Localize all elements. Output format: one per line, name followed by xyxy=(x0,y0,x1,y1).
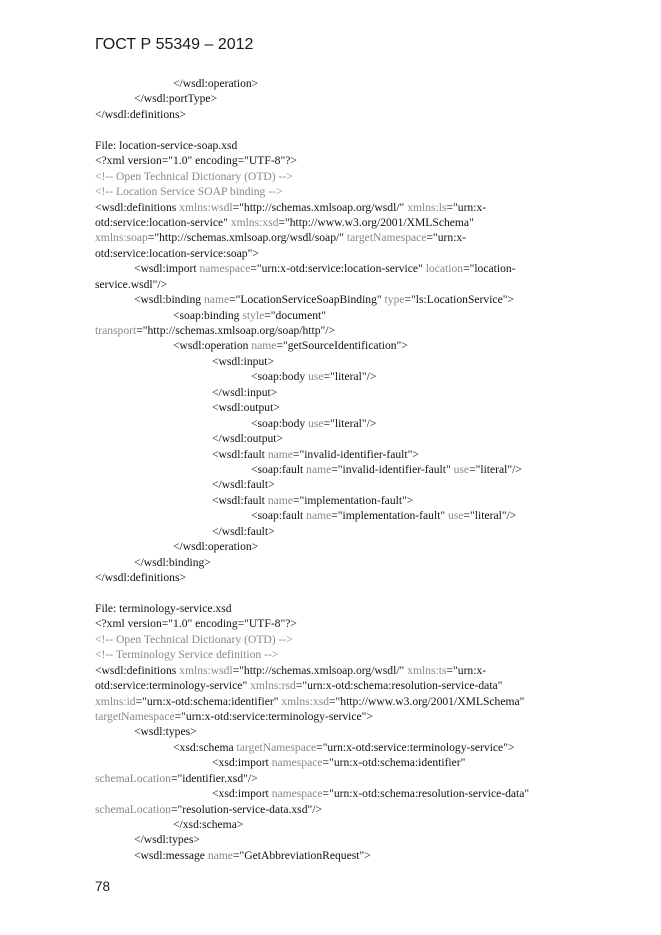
code-line xyxy=(95,153,655,168)
code-text: ="resolution-service-data.xsd"/> xyxy=(170,802,322,816)
code-line xyxy=(95,786,655,801)
code-text: ="urn:x-otd:schema:identifier" xyxy=(322,756,466,770)
xml-attribute-name: targetNamespace xyxy=(95,709,175,723)
code-text: <wsdl:operation xyxy=(173,339,252,353)
code-text: <?xml version="1.0" encoding="UTF-8"?> xyxy=(95,154,297,168)
xml-attribute-name: style xyxy=(242,308,265,322)
code-text: ="urn:x-otd:schema:identifier" xyxy=(135,694,282,708)
xml-comment: --> xyxy=(265,185,283,199)
code-line xyxy=(95,848,655,863)
code-line xyxy=(95,230,655,245)
xml-comment: --> xyxy=(275,632,293,646)
code-line xyxy=(95,277,655,292)
code-text: </wsdl:definitions> xyxy=(95,571,187,584)
code-text: </xsd:schema> xyxy=(173,818,244,831)
code-text: ="invalid-identifier-fault" xyxy=(331,462,454,476)
document-header-title: ГОСТ Р 55349 – 2012 xyxy=(95,36,254,53)
xml-attribute-name: namespace xyxy=(271,756,323,770)
xml-attribute-name: xmlns:xsd xyxy=(281,694,330,708)
code-line xyxy=(95,308,655,323)
xml-attribute-name: targetNamespace xyxy=(346,231,427,245)
code-text: <wsdl:output> xyxy=(212,401,280,415)
code-line xyxy=(95,107,655,122)
xml-attribute-name: schemaLocation xyxy=(95,802,171,816)
code-text: ="literal"/> xyxy=(323,416,377,430)
code-text: ="LocationServiceSoapBinding" xyxy=(229,293,385,307)
code-text: <?xml version="1.0" encoding="UTF-8"?> xyxy=(95,617,297,631)
xml-comment: Terminology Service definition xyxy=(115,648,262,662)
code-text: ="urn:x-otd:schema:resolution-service-data" xyxy=(295,679,503,693)
xml-attribute-name: name xyxy=(204,293,230,307)
code-line xyxy=(95,246,655,261)
code-text: ="literal"/> xyxy=(323,370,377,384)
code-text: <wsdl:message xyxy=(134,848,208,862)
code-text: ="http://www.w3.org/2001/XMLSchema" xyxy=(278,215,474,229)
code-text: ="urn:x-otd:schema:resolution-service-data" xyxy=(322,787,530,801)
xml-comment: <!-- xyxy=(95,185,117,199)
code-line xyxy=(95,832,655,847)
xml-attribute-name: transport xyxy=(95,324,137,337)
code-line xyxy=(95,678,655,693)
code-text: ="getSourceIdentification"> xyxy=(276,339,408,353)
code-line xyxy=(95,462,655,477)
xml-attribute-name: location xyxy=(425,262,464,276)
code-text: <wsdl:input> xyxy=(212,354,275,368)
code-text: ="http://schemas.xmlsoap.org/wsdl/" xyxy=(232,200,408,214)
code-line xyxy=(95,323,655,338)
xml-comment: Open Technical Dictionary (OTD) xyxy=(116,632,276,646)
code-line xyxy=(95,354,655,369)
code-text: </wsdl:output> xyxy=(212,432,284,446)
code-line xyxy=(95,169,655,184)
code-text: </wsdl:portType> xyxy=(134,92,218,106)
code-text: ="literal"/> xyxy=(469,462,522,476)
code-line xyxy=(95,261,655,276)
xml-attribute-name: namespace xyxy=(271,787,323,801)
code-line xyxy=(95,771,655,786)
xml-comment: Location Service SOAP binding xyxy=(116,185,266,199)
code-text: <soap:body xyxy=(251,370,309,384)
code-text: <wsdl:definitions xyxy=(95,663,180,677)
xml-attribute-name: xmlns:ts xyxy=(407,663,447,677)
code-line xyxy=(95,508,655,523)
code-line xyxy=(95,570,655,585)
code-text: service.wsdl"/> xyxy=(95,277,168,291)
code-line xyxy=(95,663,655,678)
xml-attribute-name: schemaLocation xyxy=(95,771,171,785)
code-line xyxy=(95,477,655,492)
xml-comment: <!-- xyxy=(95,648,116,662)
code-text: ="document" xyxy=(264,308,326,322)
blank-line xyxy=(95,122,655,137)
code-text: </wsdl:operation> xyxy=(173,540,259,554)
xml-comment: <!-- xyxy=(95,169,117,183)
code-text: <soap:binding xyxy=(173,308,243,322)
code-text: <wsdl:binding xyxy=(134,293,204,307)
code-line xyxy=(95,369,655,384)
code-text: ="urn:x- xyxy=(426,231,467,245)
code-line xyxy=(95,555,655,570)
code-line xyxy=(95,447,655,462)
code-text: ="implementation-fault" xyxy=(331,509,449,523)
code-text: ="urn:x- xyxy=(446,200,487,214)
code-text: <wsdl:definitions xyxy=(95,200,180,214)
code-text: ="http://schemas.xmlsoap.org/wsdl/soap/" xyxy=(147,231,347,245)
code-line xyxy=(95,76,655,91)
code-text: ="urn:x-otd:service:terminology-service"> xyxy=(174,709,373,723)
code-text: ="http://www.w3.org/2001/XMLSchema" xyxy=(329,694,525,708)
xml-attribute-name: name xyxy=(251,339,277,353)
code-line xyxy=(95,416,655,431)
code-line xyxy=(95,184,655,199)
code-line xyxy=(95,724,655,739)
code-line xyxy=(95,802,655,817)
code-line xyxy=(95,524,655,539)
xml-attribute-name: name xyxy=(306,462,332,476)
code-line xyxy=(95,385,655,400)
code-text: ="literal"/> xyxy=(463,509,517,523)
xml-attribute-name: use xyxy=(308,416,324,430)
xml-attribute-name: name xyxy=(267,493,293,507)
code-text: otd:service:location-service:soap"> xyxy=(95,246,259,260)
code-text: </wsdl:types> xyxy=(134,833,200,847)
code-text: <wsdl:types> xyxy=(134,725,197,739)
xml-attribute-name: name xyxy=(207,848,233,862)
xml-attribute-name: use xyxy=(453,462,470,476)
blank-line xyxy=(95,585,655,600)
code-text: ="http://schemas.xmlsoap.org/soap/http"/> xyxy=(136,324,336,337)
page-number: 78 xyxy=(95,879,111,894)
xml-attribute-name: xmlns:wsdl xyxy=(179,663,233,677)
code-text: <wsdl:fault xyxy=(212,447,268,461)
xml-attribute-name: xmlns:rsd xyxy=(250,679,296,693)
xml-attribute-name: xmlns:soap xyxy=(95,231,148,245)
xml-attribute-name: targetNamespace xyxy=(236,740,317,754)
code-line xyxy=(95,138,655,153)
code-text: otd:service:location-service" xyxy=(95,215,231,229)
code-text: <xsd:import xyxy=(212,756,272,770)
code-text: <xsd:import xyxy=(212,787,272,801)
code-line xyxy=(95,817,655,832)
code-text: ="identifier.xsd"/> xyxy=(170,771,258,785)
code-line xyxy=(95,740,655,755)
xml-attribute-name: xmlns:xsd xyxy=(230,215,279,229)
code-line xyxy=(95,431,655,446)
code-line xyxy=(95,632,655,647)
code-text: <wsdl:import xyxy=(134,262,200,276)
code-text: File: terminology-service.xsd xyxy=(95,601,232,615)
code-text: <wsdl:fault xyxy=(212,493,268,507)
code-text: ="GetAbbreviationRequest"> xyxy=(232,848,371,862)
code-line xyxy=(95,647,655,662)
code-line xyxy=(95,292,655,307)
xml-comment: --> xyxy=(275,169,293,183)
xml-attribute-name: xmlns:wsdl xyxy=(179,200,233,214)
xml-attribute-name: xmlns:id xyxy=(95,694,136,708)
code-text: </wsdl:binding> xyxy=(134,555,211,569)
xml-attribute-name: type xyxy=(384,293,405,307)
code-text: ="urn:x-otd:service:terminology-service"> xyxy=(316,740,515,754)
xml-comment: <!-- xyxy=(95,632,117,646)
code-text: ="implementation-fault"> xyxy=(292,493,414,507)
code-line xyxy=(95,338,655,353)
code-line xyxy=(95,694,655,709)
code-text: <xsd:schema xyxy=(173,740,237,754)
code-text: <soap:fault xyxy=(251,509,307,523)
code-text: ="http://schemas.xmlsoap.org/wsdl/" xyxy=(232,663,408,677)
code-text: ="urn:x-otd:service:location-service" xyxy=(250,262,426,276)
xml-comment: Open Technical Dictionary (OTD) xyxy=(116,169,276,183)
xml-attribute-name: name xyxy=(306,509,332,523)
code-line xyxy=(95,215,655,230)
code-text: ="invalid-identifier-fault"> xyxy=(292,447,419,461)
code-text: </wsdl:operation> xyxy=(173,77,259,90)
xml-attribute-name: use xyxy=(448,509,464,523)
code-line xyxy=(95,493,655,508)
code-line xyxy=(95,755,655,770)
code-text: </wsdl:fault> xyxy=(212,478,275,492)
code-line xyxy=(95,539,655,554)
code-text: ="ls:LocationService"> xyxy=(404,293,514,307)
code-line xyxy=(95,601,655,616)
code-text: <soap:body xyxy=(251,416,309,430)
xml-attribute-name: xmlns:ls xyxy=(407,200,447,214)
code-line xyxy=(95,200,655,215)
code-text: File: location-service-soap.xsd xyxy=(95,138,238,152)
code-line xyxy=(95,709,655,724)
code-text: <soap:fault xyxy=(251,462,307,476)
code-text: </wsdl:input> xyxy=(212,385,278,399)
code-listing xyxy=(95,76,655,863)
xml-attribute-name: name xyxy=(267,447,293,461)
code-text: </wsdl:definitions> xyxy=(95,107,187,121)
xml-comment: --> xyxy=(261,648,279,662)
xml-attribute-name: use xyxy=(308,370,324,384)
code-line xyxy=(95,400,655,415)
code-line xyxy=(95,91,655,106)
code-text: otd:service:terminology-service" xyxy=(95,679,251,693)
xml-attribute-name: namespace xyxy=(199,262,251,276)
code-line xyxy=(95,616,655,631)
code-text: </wsdl:fault> xyxy=(212,524,275,538)
code-text: ="urn:x- xyxy=(446,663,487,677)
code-text: ="location- xyxy=(463,262,516,276)
